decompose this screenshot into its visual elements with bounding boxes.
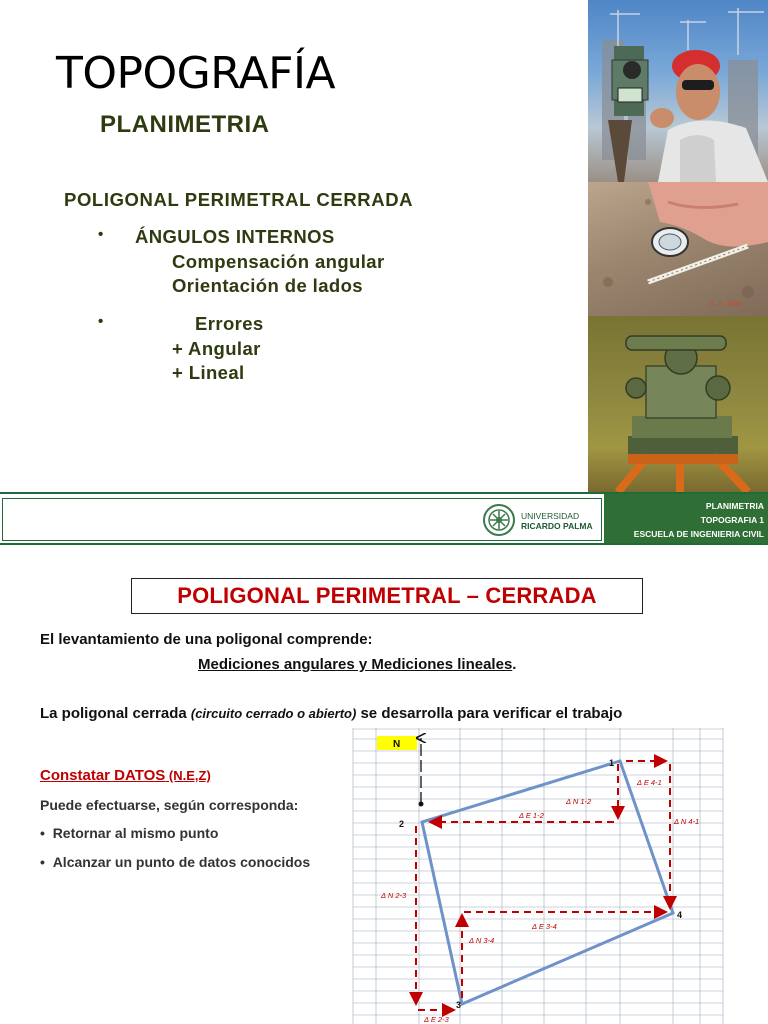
point-label: 4 — [677, 910, 683, 920]
photo-surveyor — [588, 0, 768, 182]
slide-subtitle: PLANIMETRIA — [100, 111, 270, 138]
bullet-heading: Errores — [195, 313, 264, 334]
closed-polygon-text — [40, 705, 622, 722]
delta-label: Δ E 4-1 — [637, 778, 662, 787]
puede-text: Puede efectuarse, según corresponda: — [40, 797, 299, 813]
point-label: 2 — [399, 819, 405, 829]
polygon-diagram — [350, 728, 730, 1024]
university-name-line: UNIVERSIDAD — [521, 511, 580, 521]
north-label: N — [393, 739, 401, 750]
delta-label: Δ N 2-3 — [381, 891, 407, 900]
constatar-coords: (N.E,Z) — [165, 768, 211, 783]
list-item-label: Alcanzar un punto de datos conocidos — [52, 854, 311, 870]
bullet-line: Orientación de lados — [172, 275, 363, 296]
measurements-period: . — [512, 656, 517, 673]
closed-polygon-italic: (circuito cerrado o abierto) — [190, 706, 357, 721]
list-item — [40, 825, 218, 841]
delta-label: Δ N 4-1 — [674, 817, 700, 826]
bullet-line: + Angular — [172, 338, 261, 359]
list-item-label: Retornar al mismo punto — [52, 825, 219, 841]
bullet-line: + Lineal — [172, 362, 245, 383]
delta-label: Δ N 3-4 — [469, 936, 495, 945]
point-label: 3 — [456, 1000, 462, 1010]
bullet-line: Compensación angular — [172, 251, 385, 272]
photo-compass — [588, 182, 768, 316]
slide-title: TOPOGRAFÍA — [56, 48, 336, 99]
grid — [353, 728, 723, 1024]
bullet-marker: • — [98, 226, 104, 243]
slide-poligonal — [0, 545, 768, 1024]
slide-footer — [0, 492, 768, 545]
bullet-marker: • — [40, 825, 53, 841]
footer-course-line: PLANIMETRIA — [705, 501, 764, 511]
delta-label: Δ E 3-4 — [532, 922, 557, 931]
polygon-outline — [422, 761, 673, 1004]
delta-label: Δ E 2-3 — [424, 1015, 449, 1024]
constatar-heading — [40, 767, 211, 784]
measurements-text — [198, 656, 516, 673]
point-label: 1 — [609, 758, 615, 768]
bullet-marker: • — [40, 854, 53, 870]
north-origin — [419, 802, 424, 807]
photo-date-stamp: 9 · 4 · 2008 — [710, 302, 741, 308]
intro-text: El levantamiento de una poligonal comprende: — [40, 631, 373, 648]
section-heading: POLIGONAL PERIMETRAL CERRADA — [64, 189, 414, 210]
photo-theodolite — [588, 316, 768, 492]
bullet-heading: ÁNGULOS INTERNOS — [135, 226, 335, 247]
delta-label: Δ N 1-2 — [566, 797, 592, 806]
university-name-line: RICARDO PALMA — [521, 521, 593, 531]
constatar-label: Constatar DATOS — [40, 767, 166, 784]
closed-polygon-text-a: La poligonal cerrada — [40, 705, 191, 722]
measurements-underlined: Mediciones angulares y Mediciones lineales — [198, 656, 513, 673]
closed-polygon-text-b: se desarrolla para verificar el trabajo — [356, 705, 623, 722]
university-logo-icon — [482, 503, 516, 542]
footer-course-box — [604, 494, 768, 543]
footer-course-line: TOPOGRAFIA 1 — [700, 515, 764, 525]
bullet-marker: • — [98, 313, 104, 330]
delta-label: Δ E 1-2 — [519, 811, 544, 820]
list-item — [40, 854, 310, 870]
footer-course-line: ESCUELA DE INGENIERIA CIVIL — [633, 529, 764, 539]
title-box — [131, 578, 643, 614]
slide-title: POLIGONAL PERIMETRAL – CERRADA — [177, 583, 597, 608]
